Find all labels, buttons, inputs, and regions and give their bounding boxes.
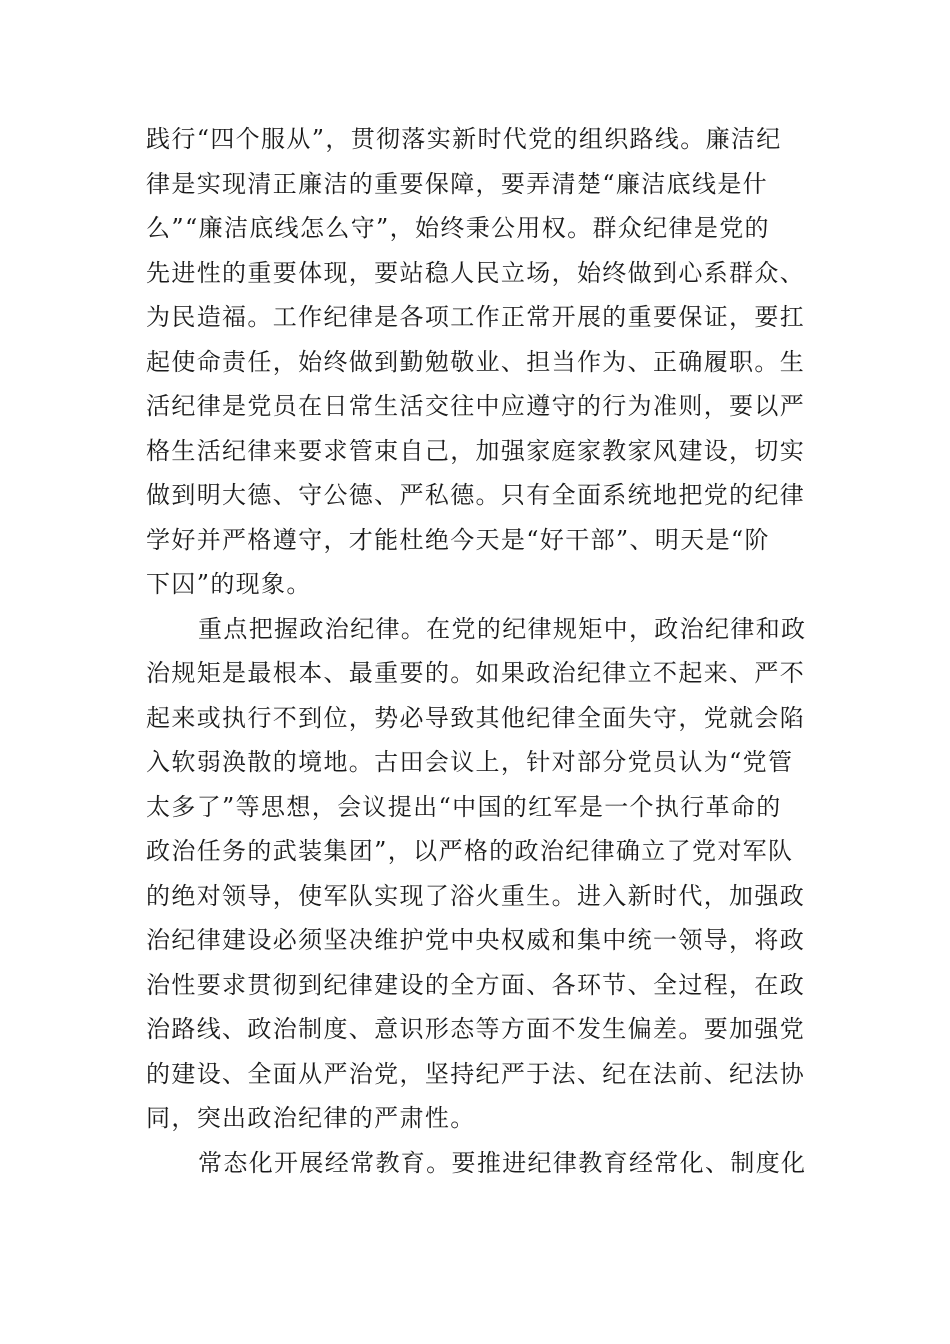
- text-line: 律是实现清正廉洁的重要保障，要弄清楚“廉洁底线是什: [146, 169, 769, 198]
- text-line: 学好并严格遵守，才能杜绝今天是“好干部”、明天是“阶: [146, 525, 770, 554]
- text-line: 为民造福。工作纪律是各项工作正常开展的重要保证，要扛: [146, 303, 806, 331]
- paragraph-2: [146, 607, 810, 1141]
- text-line-indented: 重点把握政治纪律。在党的纪律规矩中，政治纪律和政: [198, 614, 807, 643]
- text-line: 格生活纪律来要求管束自己，加强家庭家教家风建设，切实: [146, 436, 806, 465]
- text-line: 活纪律是党员在日常生活交往中应遵守的行为准则，要以严: [146, 392, 806, 420]
- text-line: 的建设、全面从严治党，坚持纪严于法、纪在法前、纪法协: [146, 1059, 806, 1088]
- paragraph-1: [146, 117, 810, 607]
- text-line: 太多了”等思想，会议提出“中国的红军是一个执行革命的: [146, 792, 782, 821]
- text-line: 治规矩是最根本、最重要的。如果政治纪律立不起来、严不: [146, 659, 806, 687]
- text-line: 做到明大德、守公德、严私德。只有全面系统地把党的纪律: [146, 481, 806, 509]
- text-line: 的绝对领导，使军队实现了浴火重生。进入新时代，加强政: [146, 881, 806, 910]
- text-line: 起来或执行不到位，势必导致其他纪律全面失守，党就会陷: [146, 703, 806, 732]
- text-line: 么”“廉洁底线怎么守”，始终秉公用权。群众纪律是党的: [146, 214, 770, 242]
- text-line: 政治任务的武装集团”，以严格的政治纪律确立了党对军队: [146, 837, 794, 865]
- text-line: 治纪律建设必须坚决维护党中央权威和集中统一领导，将政: [146, 926, 806, 954]
- text-line: 同，突出政治纪律的严肃性。: [146, 1104, 476, 1132]
- text-line: 治路线、政治制度、意识形态等方面不发生偏差。要加强党: [146, 1015, 806, 1043]
- text-line: 先进性的重要体现，要站稳人民立场，始终做到心系群众、: [146, 258, 806, 287]
- document-body: [146, 117, 810, 1185]
- text-line: 践行“四个服从”，贯彻落实新时代党的组织路线。廉洁纪: [146, 125, 782, 153]
- paragraph-3: [146, 1141, 810, 1186]
- text-line: 起使命责任，始终做到勤勉敬业、担当作为、正确履职。生: [146, 347, 806, 376]
- text-line-indented: 常态化开展经常教育。要推进纪律教育经常化、制度化: [198, 1148, 807, 1177]
- text-line: 入软弱涣散的境地。古田会议上，针对部分党员认为“党管: [146, 748, 794, 776]
- text-line: 治性要求贯彻到纪律建设的全方面、各环节、全过程，在政: [146, 970, 806, 999]
- text-line: 下囚”的现象。: [146, 570, 312, 598]
